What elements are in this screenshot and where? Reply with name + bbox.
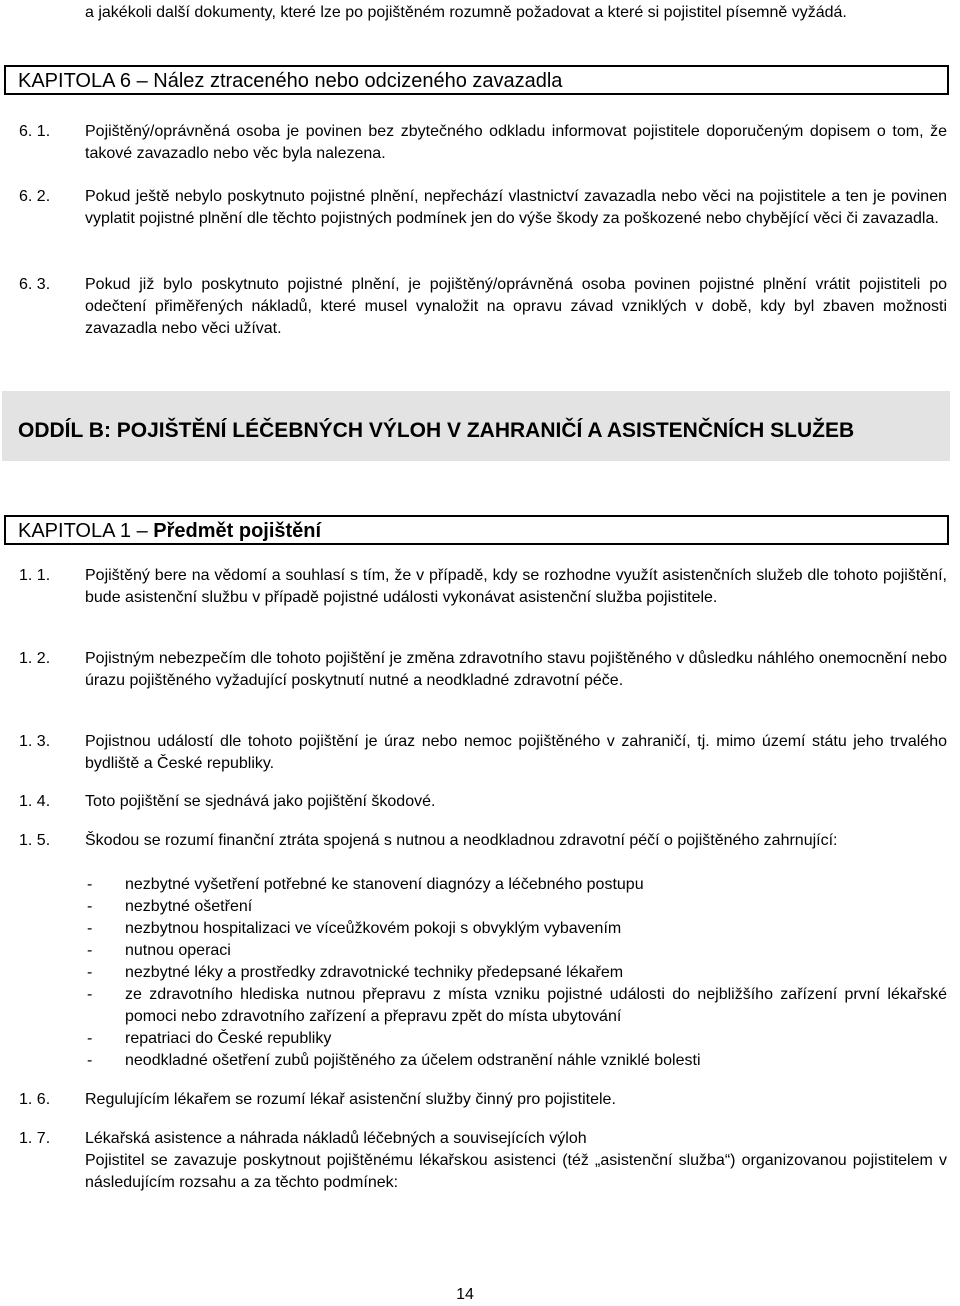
item-text <box>85 1128 947 1194</box>
chapter-1-title-bold: Předmět pojištění <box>153 520 322 542</box>
item-text: Pojištěný bere na vědomí a souhlasí s tím, že v případě, kdy se rozhodne využít asistenčních služeb dle tohoto pojištění, bude asistenční službu v případě pojistné události vykonávat asistenční služba pojistitele. <box>85 567 947 606</box>
section-b-title: ODDÍL B: POJIŠTĚNÍ LÉČEBNÝCH VÝLOH V ZAHRANIČÍ A ASISTENČNÍCH SLUŽEB <box>18 419 855 442</box>
section-b-band <box>2 391 950 461</box>
item-number: 6. 3. <box>19 276 51 293</box>
item-text: Pokud již bylo poskytnuto pojistné plnění, je pojištěný/oprávněná osoba povinen pojistné plnění vrátit pojistiteli po odečtení přiměřených nákladů, které musel vynaložit na opravu závad vzniklých v době, kdy byl zbaven možnosti zavazadla nebo věci užívat. <box>85 276 947 337</box>
chapter-1-heading <box>4 515 949 545</box>
item-number: 1. 3. <box>19 733 51 750</box>
item-continuation-text: Pojistitel se zavazuje poskytnout pojištěnému lékařskou asistenci (též „asistenční služba“) organizovanou pojistitelem v následujícím rozsahu a za těchto podmínek: <box>85 1152 947 1191</box>
item-number: 6. 1. <box>19 123 51 140</box>
chapter-6-heading <box>4 65 949 95</box>
list-item: - nezbytné léky a prostředky zdravotnické techniky předepsané lékařem <box>87 964 624 981</box>
list-item: - nezbytné vyšetření potřebné ke stanovení diagnózy a léčebného postupu <box>87 876 644 893</box>
item-number: 1. 7. <box>19 1130 51 1147</box>
item-number: 1. 6. <box>19 1091 51 1108</box>
intro-paragraph: a jakékoli další dokumenty, které lze po pojištěném rozumně požadovat a které si pojistitel písemně vyžádá. <box>85 4 847 21</box>
item-heading-text: Lékařská asistence a náhrada nákladů léčebných a souvisejících výloh <box>85 1130 587 1147</box>
item-number: 1. 1. <box>19 567 51 584</box>
list-item: - nutnou operaci <box>87 942 231 959</box>
item-text: Pojištěný/oprávněná osoba je povinen bez zbytečného odkladu informovat pojistitele doporučeným dopisem o tom, že takové zavazadlo nebo věc byla nalezena. <box>85 123 947 162</box>
item-number: 6. 2. <box>19 188 51 205</box>
chapter-1-title-prefix: KAPITOLA 1 – <box>18 520 154 542</box>
item-text: Pojistnou událostí dle tohoto pojištění je úraz nebo nemoc pojištěného v zahraničí, tj. mimo území státu jeho trvalého bydliště a České republiky. <box>85 733 947 772</box>
list-item: - neodkladné ošetření zubů pojištěného za účelem odstranění náhle vzniklé bolesti <box>87 1052 701 1069</box>
item-number: 1. 5. <box>19 832 51 849</box>
page-number: 14 <box>456 1286 474 1303</box>
list-item: - ze zdravotního hlediska nutnou přepravu z místa vzniku pojistné události do nejbližšího zařízení první lékařské pomoci nebo zdravotního zařízení a přepravu zpět do místa ubytování <box>87 986 947 1025</box>
item-text: Pokud ještě nebylo poskytnuto pojistné plnění, nepřechází vlastnictví zavazadla nebo věci na pojistitele a ten je povinen vyplatit pojistné plnění dle těchto pojistných podmínek jen do výše škody za poškozené nebo chybějící věci či zavazadla. <box>85 188 947 227</box>
damage-list <box>85 874 947 1072</box>
list-item: - repatriaci do České republiky <box>87 1030 332 1047</box>
list-item: - nezbytnou hospitalizaci ve víceůžkovém pokoji s obvyklým vybavením <box>87 920 622 937</box>
list-item: - nezbytné ošetření <box>87 898 253 915</box>
item-number: 1. 2. <box>19 650 51 667</box>
chapter-1-title <box>18 518 321 544</box>
item-text: Pojistným nebezpečím dle tohoto pojištění je změna zdravotního stavu pojištěného v důsledku náhlého onemocnění nebo úrazu pojištěného vyžadující poskytnutí nutné a neodkladné zdravotní péče. <box>85 650 947 689</box>
item-text: Toto pojištění se sjednává jako pojištění škodové. <box>85 793 436 810</box>
item-text: Škodou se rozumí finanční ztráta spojená s nutnou a neodkladnou zdravotní péčí o pojištěného zahrnující: <box>85 832 838 849</box>
item-number: 1. 4. <box>19 793 51 810</box>
chapter-6-title: KAPITOLA 6 – Nález ztraceného nebo odcizeného zavazadla <box>18 70 563 92</box>
item-text: Regulujícím lékařem se rozumí lékař asistenční služby činný pro pojistitele. <box>85 1091 616 1108</box>
